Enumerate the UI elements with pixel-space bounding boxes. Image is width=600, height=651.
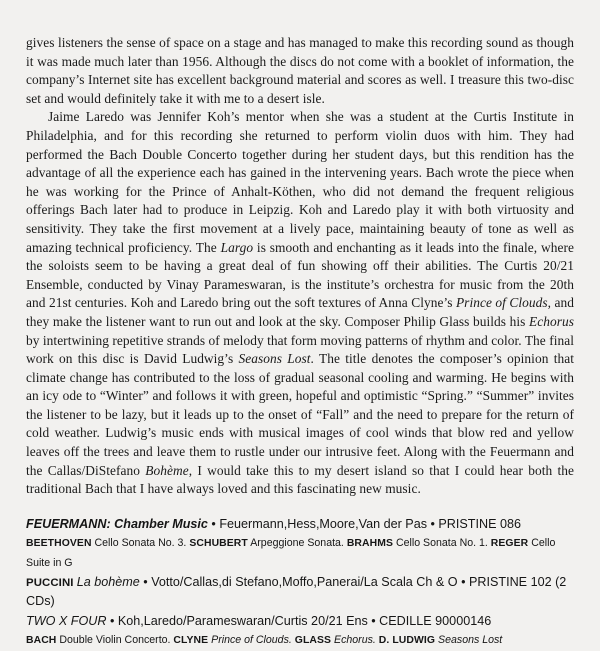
italic-title-boheme: Bohème	[145, 462, 189, 478]
listing-two-x-four	[26, 612, 574, 632]
italic-title-prince-of-clouds: Prince of Clouds	[455, 295, 548, 311]
composer-name: BRAHMS	[346, 538, 394, 550]
work-title: Cello Suite in G	[26, 537, 556, 570]
listing-feuermann-contents	[26, 534, 574, 572]
composer-name: BACH	[26, 635, 57, 647]
work-title: Echorus.	[334, 634, 376, 647]
composer-name: GLASS	[294, 635, 332, 647]
work-title: Cello Sonata No. 1.	[393, 537, 491, 550]
listing-feuermann	[26, 515, 574, 535]
paragraph-2-text: , I would take this to my desert island so that I could hear both the traditional Bach that I have always loved and this fascinating new music.	[26, 462, 574, 497]
listing-details: • Votto/Callas,di Stefano,Moffo,Panerai/La Scala Ch & O • PRISTINE 102 (2 CDs)	[26, 574, 567, 609]
paragraph-2-text: Jaime Laredo was Jennifer Koh’s mentor when she was a student at the Curtis Institute in Philadelphia, and for this recording she returned to perform violin duos with him. They had performed the Bach Double Concerto together during her student days, but this rendition has the advantage of all the experience each has gained in the intervening years. Bach wrote the piece when he was working for the Prince of Anhalt-Köthen, who did not demand the frequent religious offerings Bach later had to produce in Leipzig. Koh and Laredo play it with both virtuosity and sensitivity. They take the first movement at a lively pace, maintaining beauty of tone as well as amazing technical proficiency. The	[26, 109, 574, 255]
work-title: La bohème	[76, 574, 140, 589]
work-title: Seasons Lost	[438, 634, 503, 647]
paragraph-2	[26, 108, 574, 498]
italic-title-echorus: Echorus	[529, 313, 574, 329]
work-title: Double Violin Concerto.	[56, 634, 174, 647]
listing-title: TWO X FOUR	[26, 613, 107, 628]
article-body	[26, 34, 574, 499]
composer-name: D. LUDWIG	[378, 635, 436, 647]
work-title: Arpeggione Sonata.	[247, 537, 347, 550]
paragraph-2-text: , and they make the listener want to run out and look at the sky. Composer Philip Glass builds his	[26, 295, 574, 329]
composer-name: REGER	[490, 538, 529, 550]
listing-details: • Koh,Laredo/Parameswaran/Curtis 20/21 Ens • CEDILLE 90000146	[106, 613, 492, 628]
work-title: Cello Sonata No. 3.	[91, 537, 190, 550]
paragraph-1: gives listeners the sense of space on a stage and has managed to make this recording sound as though it was made much later than 1956. Although the discs do not come with a booklet of information, the company’s Internet site has excellent background material and scores as well. I treasure this two-disc set and would definitely take it with me to a desert isle.	[26, 35, 574, 106]
italic-title-largo: Largo	[220, 239, 254, 255]
composer-name: CLYNE	[173, 635, 209, 647]
composer-name: SCHUBERT	[189, 538, 248, 550]
italic-title-seasons-lost: Seasons Lost	[238, 351, 311, 367]
listing-title: FEUERMANN: Chamber Music	[26, 516, 208, 531]
paragraph-2-text: by intertwining repetitive strands of melody that form moving patterns of rhythm and color. The final work on this disc is David Ludwig’s	[26, 332, 574, 367]
listing-two-x-four-contents	[26, 631, 574, 651]
listing-details: • Feuermann,Hess,Moore,Van der Pas • PRISTINE 086	[207, 516, 522, 531]
composer-name: BEETHOVEN	[26, 538, 92, 550]
recording-listings	[26, 515, 574, 651]
composer-name: PUCCINI	[26, 576, 74, 589]
work-title: Prince of Clouds.	[211, 634, 292, 647]
paragraph-2-text: . The title denotes the composer’s opinion that climate change has contributed to the loss of gradual seasonal cooling and warming. He begins with an icy ode to “Winter” and follows it with green, hopeful and optimistic “Spring.” “Summer” invites the listener to be lazy, but it leads up to the onset of “Fall” and the need to prepare for the return of cold weather. Ludwig’s music ends with musical images of cool winds that blow red and yellow leaves off the trees and leave them to rustle under our intrusive feet. Along with the Feuermann and the Callas/DiStefano	[26, 351, 575, 478]
paragraph-2-text: is smooth and enchanting as it leads into the finale, where the soloists seem to be having a great deal of fun showing off their abilities. The Curtis 20/21 Ensemble, conducted by Vinay Parameswaran, is the institute’s orchestra for music from the 20th and 21st centuries. Koh and Laredo bring out the soft textures of Anna Clyne’s	[26, 239, 574, 311]
